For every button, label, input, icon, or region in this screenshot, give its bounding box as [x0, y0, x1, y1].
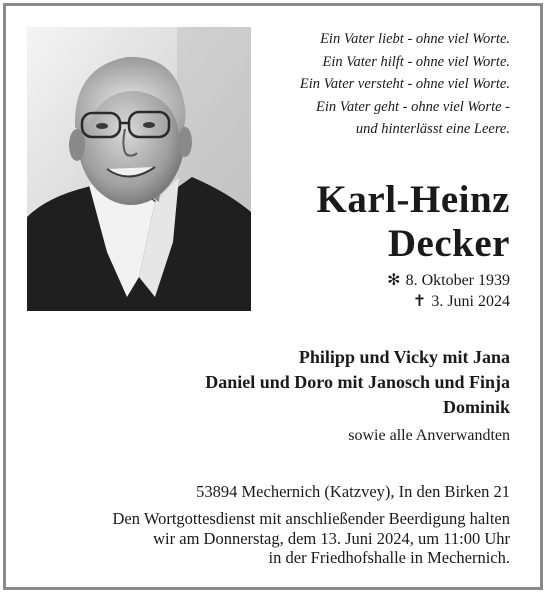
cross-icon: ✝ [412, 291, 427, 310]
service-line: wir am Donnerstag, dem 13. Juni 2024, um 11:00 Uhr [153, 528, 510, 548]
poem-line: Ein Vater liebt - ohne viel Worte. [320, 31, 510, 47]
mourner-line: Philipp und Vicky mit Jana [298, 347, 510, 367]
poem-line: Ein Vater hilft - ohne viel Worte. [322, 53, 510, 70]
mourner-line: Daniel und Doro mit Janosch und Finja [205, 372, 510, 392]
mourners [205, 345, 510, 420]
poem-line: Ein Vater geht - ohne viel Worte - [316, 98, 510, 115]
deceased-name [317, 178, 510, 266]
death-date: 3. Juni 2024 [431, 293, 510, 310]
last-name: Decker [387, 222, 510, 265]
service-line: in der Friedhofshalle in Mechernich. [268, 548, 510, 567]
poem [250, 28, 510, 141]
birth-date: 8. Oktober 1939 [405, 272, 510, 289]
poem-line: Ein Vater versteht - ohne viel Worte. [299, 76, 510, 92]
portrait-photo-icon [27, 27, 251, 311]
birth-date-line [387, 270, 510, 291]
relatives-note: sowie alle Anverwandten [348, 427, 510, 444]
service-line: Den Wortgottesdienst mit anschließender Beerdigung halten [112, 509, 510, 528]
poem-line: und hinterlässt eine Leere. [355, 121, 510, 137]
first-name: Karl-Heinz [316, 178, 510, 221]
death-date-line [387, 291, 510, 312]
life-dates [387, 270, 510, 312]
portrait-photo [27, 27, 251, 311]
service-info [30, 509, 510, 568]
mourner-line: Dominik [442, 397, 510, 417]
address: 53894 Mechernich (Katzvey), In den Birken 21 [196, 482, 510, 501]
birth-star-icon: ✻ [387, 270, 401, 289]
